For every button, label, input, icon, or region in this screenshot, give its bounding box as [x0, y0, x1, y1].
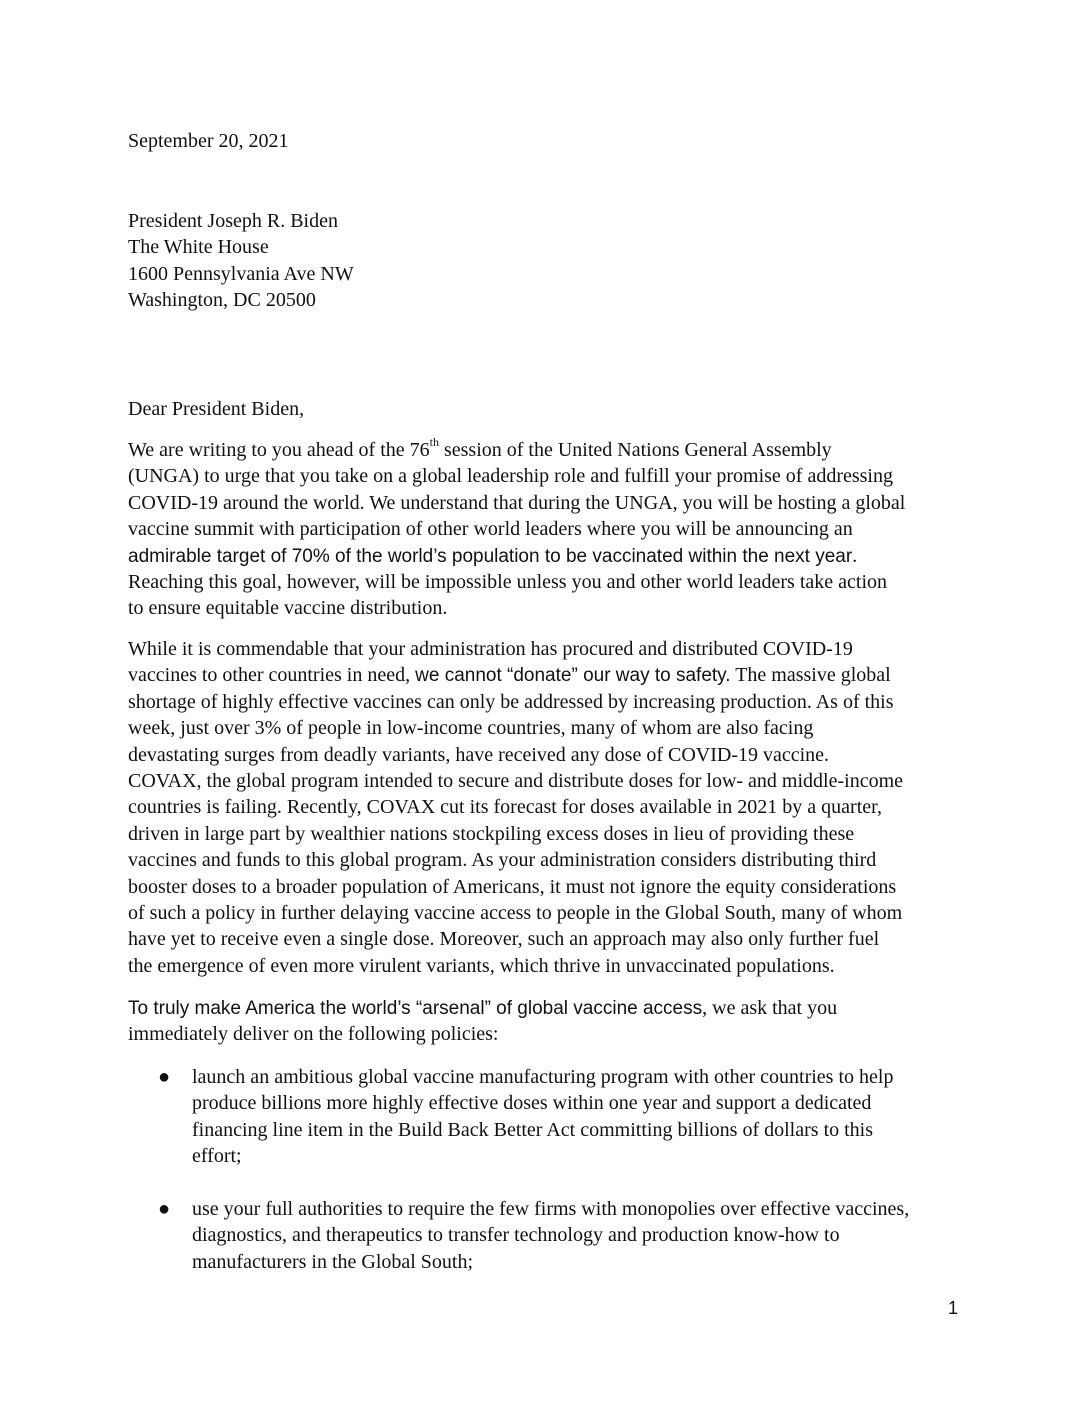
sans-emphasis-text: admirable target of 70% of the world’s population to be vaccinated within the next year — [128, 545, 853, 567]
paragraph-line — [128, 995, 968, 1021]
paragraph-line: Reaching this goal, however, will be impossible unless you and other world leaders take action — [128, 570, 888, 593]
paragraph-line — [128, 543, 968, 569]
paragraph-line: (UNGA) to urge that you take on a global leadership role and fulfill your promise of addressing — [128, 465, 893, 488]
date-text: September 20, 2021 — [128, 130, 289, 152]
salutation-text: Dear President Biden, — [128, 398, 305, 420]
bullet-line: financing line item in the Build Back Better Act committing billions of dollars to this — [192, 1118, 874, 1141]
paragraph-line-segment: The massive global — [730, 664, 891, 687]
paragraph-line: booster doses to a broader population of Americans, it must not ignore the equity considerations — [128, 875, 897, 898]
paragraph-line: of such a policy in further delaying vaccine access to people in the Global South, many of whom — [128, 901, 903, 924]
paragraph-line: vaccines and funds to this global program. As your administration considers distributing third — [128, 849, 877, 872]
sans-emphasis-text: To truly make America the world’s “arsenal” of global vaccine access — [128, 998, 703, 1019]
ordinal-superscript: th — [429, 435, 439, 450]
paragraph-line: immediately deliver on the following policies: — [128, 1023, 499, 1046]
paragraph-line: countries is failing. Recently, COVAX cut its forecast for doses available in 2021 by a quarter, — [128, 796, 883, 819]
paragraph-line-segment: , we ask that you — [702, 997, 838, 1019]
paragraph-line-segment: . — [852, 544, 858, 567]
salutation — [128, 396, 968, 422]
bullet-line: produce billions more highly effective doses within one year and support a dedicated — [192, 1092, 872, 1115]
paragraph-line-segment: vaccines to other countries in need, — [128, 664, 416, 687]
bullet-line: effort; — [192, 1145, 242, 1168]
bullet-line: launch an ambitious global vaccine manufacturing program with other countries to help — [192, 1066, 894, 1088]
bullet-icon: ● — [158, 1066, 171, 1088]
paragraph-3 — [128, 995, 968, 1048]
sans-emphasis-text: we cannot “donate” our way to safety. — [415, 665, 731, 687]
bullet-text — [192, 1064, 972, 1170]
paragraph-line: driven in large part by wealthier nations stockpiling excess doses in lieu of providing these — [128, 822, 855, 845]
paragraph-line: have yet to receive even a single dose. Moreover, such an approach may also only further fuel — [128, 928, 880, 951]
recipient-name: President Joseph R. Biden — [128, 210, 338, 232]
page-number: 1 — [948, 1298, 959, 1318]
recipient-office: The White House — [128, 236, 269, 259]
bullet-line: use your full authorities to require the few firms with monopolies over effective vaccines, — [192, 1198, 910, 1220]
bullet-icon: ● — [158, 1198, 171, 1220]
paragraph-2 — [128, 636, 968, 979]
paragraph-line — [128, 437, 968, 463]
paragraph-line: shortage of highly effective vaccines can only be addressed by increasing production. As of this — [128, 690, 894, 713]
paragraph-line — [128, 662, 968, 688]
recipient-street: 1600 Pennsylvania Ave NW — [128, 262, 354, 285]
paragraph-line: While it is commendable that your administration has procured and distributed COVID-19 — [128, 638, 853, 660]
paragraph-1 — [128, 437, 968, 622]
paragraph-line: COVAX, the global program intended to secure and distribute doses for low- and middle-income — [128, 769, 904, 792]
paragraph-line: vaccine summit with participation of other world leaders where you will be announcing an — [128, 518, 853, 541]
paragraph-line: devastating surges from deadly variants, have received any dose of COVID-19 vaccine. — [128, 743, 830, 766]
paragraph-line-segment: We are writing to you ahead of the 76 — [128, 439, 430, 461]
paragraph-line: week, just over 3% of people in low-income countries, many of whom are also facing — [128, 717, 814, 740]
paragraph-line-segment: session of the United Nations General Assembly — [438, 439, 832, 461]
paragraph-line: COVID-19 around the world. We understand that during the UNGA, you will be hosting a global — [128, 491, 906, 514]
bullet-line: diagnostics, and therapeutics to transfer technology and production know-how to — [192, 1224, 840, 1247]
recipient-city: Washington, DC 20500 — [128, 289, 316, 312]
letter-date — [128, 128, 968, 154]
paragraph-line: the emergence of even more virulent variants, which thrive in unvaccinated populations. — [128, 954, 835, 977]
recipient-address — [128, 208, 968, 314]
bullet-text — [192, 1196, 972, 1275]
paragraph-line: to ensure equitable vaccine distribution. — [128, 597, 448, 620]
bullet-line: manufacturers in the Global South; — [192, 1250, 474, 1273]
